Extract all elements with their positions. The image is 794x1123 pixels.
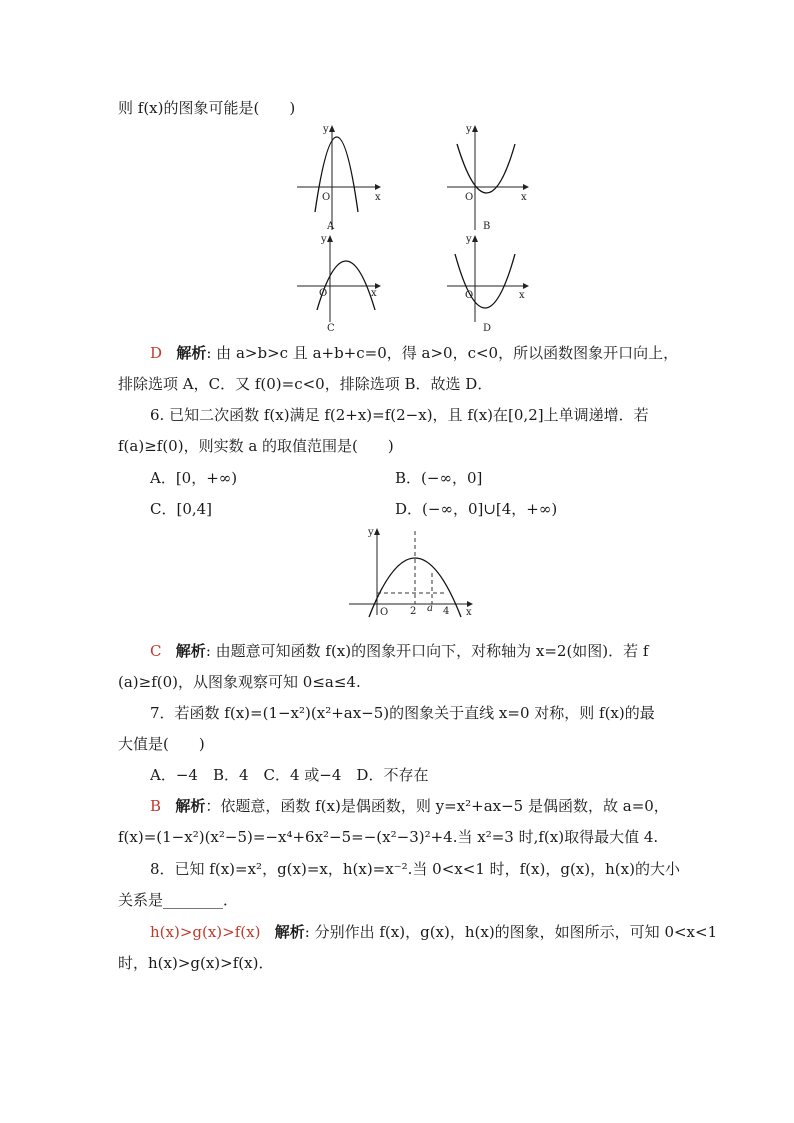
- graph-a: [295, 122, 385, 234]
- q6-option-a: A．[0，+∞): [150, 469, 238, 487]
- q8-analysis-1: [150, 922, 717, 942]
- q6-figure: [345, 525, 480, 617]
- q6-analysis-text-1: : 由题意可知函数 f(x)的图象开口向下，对称轴为 x=2(如图)．若 f: [205, 642, 649, 660]
- q6-answer: C: [150, 642, 162, 660]
- q7-options: A．−4 B．4 C．4 或−4 D．不存在: [150, 766, 429, 784]
- graph-a-y-label: y: [323, 124, 329, 135]
- q6-option-d: D．(−∞，0]∪[4，+∞): [395, 500, 558, 518]
- graph-a-x-label: x: [375, 192, 381, 203]
- q7-stem-2: 大值是( ): [118, 735, 205, 753]
- graph-d-label: D: [483, 323, 492, 334]
- q6-tick-4: 4: [443, 606, 450, 617]
- q5-answer: D: [150, 344, 163, 362]
- q6-y-label: y: [368, 527, 374, 538]
- graph-d-origin: O: [465, 290, 474, 301]
- q6-analysis-label: 解析: [175, 642, 206, 660]
- q8-stem-1: 8．已知 f(x)=x²，g(x)=x，h(x)=x⁻².当 0<x<1 时，f(x)，g(x)，h(x)的大小: [150, 860, 680, 878]
- graph-c-label: C: [327, 323, 335, 334]
- q6-origin: O: [380, 607, 389, 618]
- q6-x-label: x: [466, 607, 472, 618]
- graph-c-y-label: y: [321, 234, 327, 245]
- q7-analysis-2: f(x)=(1−x²)(x²−5)=−x⁴+6x²−5=−(x²−3)²+4.当 x²=3 时,f(x)取得最大值 4.: [118, 828, 659, 846]
- graph-b-y-label: y: [466, 124, 472, 135]
- graph-b: [445, 122, 535, 234]
- q8-analysis-text-1: : 分别作出 f(x)，g(x)，h(x)的图象，如图所示，可知 0<x<1: [304, 923, 718, 941]
- graph-c-origin: O: [319, 288, 328, 299]
- q6-stem-2: f(a)≥f(0)，则实数 a 的取值范围是( ): [118, 437, 394, 455]
- graph-b-x-label: x: [521, 192, 527, 203]
- graph-c-x-label: x: [371, 288, 377, 299]
- graph-d-y-label: y: [466, 234, 472, 245]
- q8-answer: h(x)>g(x)>f(x): [150, 923, 261, 941]
- q7-analysis-text-1: ：依题意，函数 f(x)是偶函数，则 y=x²+ax−5 是偶函数，故 a=0，: [205, 797, 669, 815]
- q5-analysis-2: 排除选项 A，C．又 f(0)=c<0，排除选项 B．故选 D．: [118, 375, 493, 393]
- q7-answer: B: [150, 797, 162, 815]
- q8-analysis-label: 解析: [274, 923, 305, 941]
- q6-option-c: C．[0,4]: [150, 500, 213, 518]
- q5-stem: 则 f(x)的图象可能是( ): [118, 99, 296, 117]
- q6-tick-a: a: [427, 603, 433, 614]
- q6-analysis-1: [150, 641, 648, 661]
- q5-analysis-text-1: : 由 a>b>c 且 a+b+c=0，得 a>0，c<0，所以函数图象开口向上，: [206, 344, 679, 362]
- q8-analysis-2: 时，h(x)>g(x)>f(x)．: [118, 954, 274, 972]
- graph-c: [295, 232, 385, 338]
- q7-analysis-label: 解析: [175, 797, 206, 815]
- graph-a-origin: O: [322, 192, 331, 203]
- q6-analysis-2: (a)≥f(0)，从图象观察可知 0≤a≤4.: [118, 673, 361, 691]
- q8-stem-2: 关系是________．: [118, 891, 239, 909]
- q6-tick-2: 2: [410, 606, 417, 617]
- graph-d: [445, 232, 535, 338]
- q5-analysis-label: 解析: [176, 344, 207, 362]
- graph-d-x-label: x: [519, 290, 525, 301]
- graph-a-label: A: [327, 221, 335, 232]
- q7-analysis-1: [150, 796, 669, 816]
- graph-b-label: B: [483, 221, 491, 232]
- q5-analysis-1: [150, 343, 678, 363]
- graph-b-origin: O: [465, 192, 474, 203]
- q6-stem-1: 6. 已知二次函数 f(x)满足 f(2+x)=f(2−x)，且 f(x)在[0,2]上单调递增．若: [150, 406, 649, 424]
- q7-stem-1: 7．若函数 f(x)=(1−x²)(x²+ax−5)的图象关于直线 x=0 对称，则 f(x)的最: [150, 704, 655, 722]
- q6-option-b: B．(−∞，0]: [395, 469, 483, 487]
